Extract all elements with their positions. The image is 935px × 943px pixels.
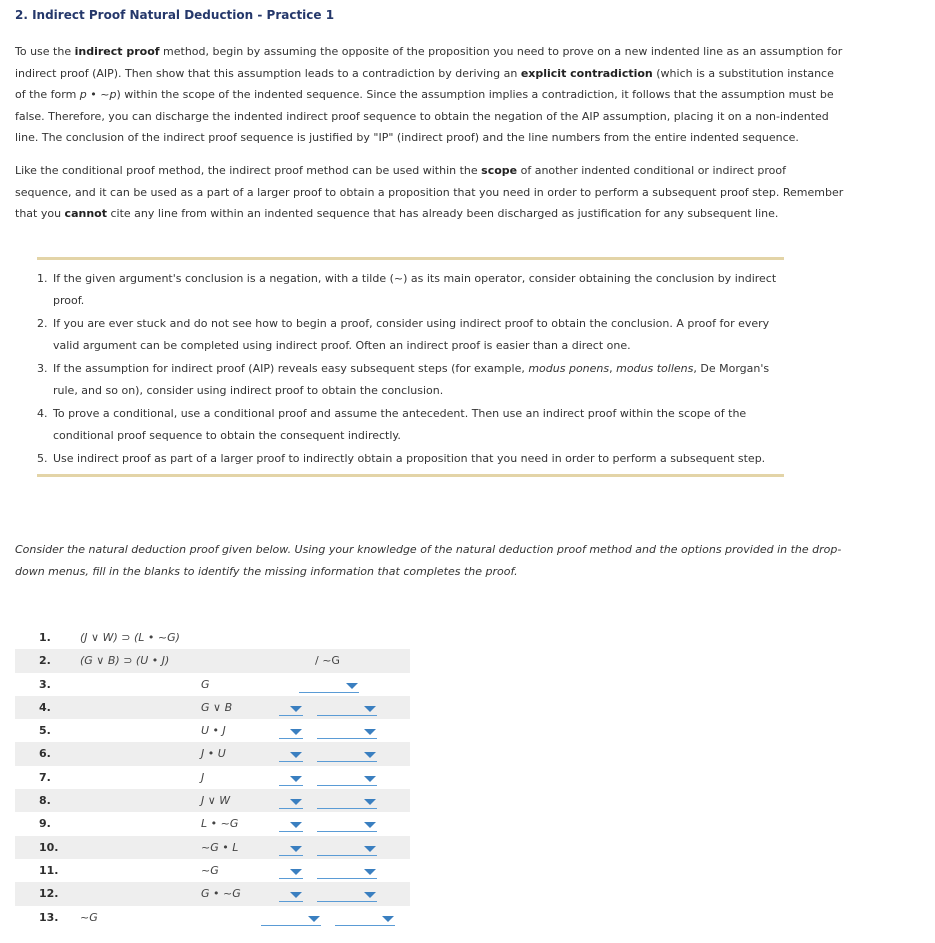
chevron-down-icon — [290, 729, 302, 735]
table-row: 4. G ∨ B — [15, 696, 410, 719]
intro-paragraph-2: Like the conditional proof method, the indirect proof method can be used within the scope of another indented conditional or indirect proof sequence, and it can be used as a part of a larger proof to obtain a proposition that you need in order to perform a subsequent proof step. Remember that you cannot cite any line from within an indented sequence that has already been discharged as justification for any subsequent line. — [15, 164, 844, 220]
chevron-down-icon — [290, 846, 302, 852]
rule-dropdown[interactable] — [335, 909, 395, 926]
chevron-down-icon — [364, 729, 376, 735]
chevron-down-icon — [308, 916, 320, 922]
chevron-down-icon — [382, 916, 394, 922]
chevron-down-icon — [364, 869, 376, 875]
rule-dropdown[interactable] — [317, 862, 377, 879]
chevron-down-icon — [364, 846, 376, 852]
chevron-down-icon — [364, 822, 376, 828]
table-row: 10. ~G • L — [15, 836, 410, 859]
line-reference-dropdown[interactable] — [279, 885, 303, 902]
conclusion: / ~G — [315, 654, 340, 668]
rule-dropdown[interactable] — [317, 722, 377, 739]
line-reference-dropdown[interactable] — [279, 839, 303, 856]
chevron-down-icon — [290, 869, 302, 875]
chevron-down-icon — [290, 752, 302, 758]
rule-dropdown[interactable] — [317, 885, 377, 902]
table-row: 1. (J ∨ W) ⊃ (L • ~G) — [39, 631, 180, 644]
rule-dropdown[interactable] — [317, 769, 377, 786]
chevron-down-icon — [364, 706, 376, 712]
instructions: Consider the natural deduction proof given below. Using your knowledge of the natural deduction proof method and the options provided in the drop-down menus, fill in the blanks to identify the missing information that completes the proof. — [15, 543, 842, 578]
page-title: 2. Indirect Proof Natural Deduction - Practice 1 — [15, 8, 335, 22]
chevron-down-icon — [290, 776, 302, 782]
tips-bottom-divider — [37, 474, 784, 477]
tips-list — [37, 268, 777, 472]
rule-dropdown[interactable] — [317, 815, 377, 832]
list-item: 2. If you are ever stuck and do not see how to begin a proof, consider using indirect proof to obtain the conclusion. A proof for every valid argument can be completed using indirect proof. Often an indirect proof is easier than a direct one. — [37, 317, 770, 352]
line-reference-dropdown[interactable] — [279, 862, 303, 879]
chevron-down-icon — [364, 776, 376, 782]
table-row: 5. U • J — [15, 719, 410, 742]
chevron-down-icon — [364, 799, 376, 805]
table-row: 8. J ∨ W — [15, 789, 410, 812]
table-row: 13. ~G — [15, 906, 410, 929]
table-row: 7. J — [15, 766, 410, 789]
table-row: 9. L • ~G — [15, 812, 410, 835]
table-row: 3. G — [15, 673, 410, 696]
list-item: 3. If the assumption for indirect proof (AIP) reveals easy subsequent steps (for example, modus ponens, modus tollens, De Morgan's rule, and so on), consider using indirect proof to obtain the conclusion. — [37, 362, 770, 397]
chevron-down-icon — [290, 892, 302, 898]
line-reference-dropdown[interactable] — [279, 699, 303, 716]
proof-table — [15, 626, 410, 929]
list-item: 5. Use indirect proof as part of a larger proof to indirectly obtain a proposition that you need in order to perform a subsequent step. — [37, 452, 766, 465]
justification-dropdown[interactable] — [299, 676, 359, 693]
rule-dropdown[interactable] — [317, 792, 377, 809]
table-row: 12. G • ~G — [15, 882, 410, 905]
chevron-down-icon — [364, 892, 376, 898]
table-row: 6. J • U — [15, 742, 410, 765]
line-reference-dropdown[interactable] — [279, 815, 303, 832]
line-reference-dropdown[interactable] — [279, 722, 303, 739]
intro-paragraph-1: To use the indirect proof method, begin by assuming the opposite of the proposition you need to prove on a new indented line as an assumption for indirect proof (AIP). Then show that this assumption leads to a contradiction by deriving an explicit contradiction (which is a substitution instance of the form p • ~p) within the scope of the indented sequence. Since the assumption implies a contradiction, it follows that the assumption must be false. Therefore, you can discharge the indented indirect proof sequence to obtain the negation of the AIP assumption, placing it on a non-indented line. The conclusion of the indirect proof sequence is justified by "IP" (indirect proof) and the line numbers from the entire indented sequence. — [15, 45, 843, 144]
rule-dropdown[interactable] — [317, 839, 377, 856]
list-item: 1. If the given argument's conclusion is a negation, with a tilde (~) as its main operator, consider obtaining the conclusion by indirect proof. — [37, 272, 777, 307]
chevron-down-icon — [346, 683, 358, 689]
table-row: 2. (G ∨ B) ⊃ (U • J) / ~G — [15, 649, 410, 672]
rule-dropdown[interactable] — [317, 745, 377, 762]
line-reference-dropdown[interactable] — [279, 792, 303, 809]
tips-top-divider — [37, 257, 784, 260]
line-reference-dropdown[interactable] — [279, 745, 303, 762]
chevron-down-icon — [364, 752, 376, 758]
chevron-down-icon — [290, 799, 302, 805]
table-row: 11. ~G — [15, 859, 410, 882]
chevron-down-icon — [290, 822, 302, 828]
line-range-dropdown[interactable] — [261, 909, 321, 926]
list-item: 4. To prove a conditional, use a conditional proof and assume the antecedent. Then use an indirect proof within the scope of the conditional proof sequence to obtain the consequent indirectly. — [37, 407, 747, 442]
rule-dropdown[interactable] — [317, 699, 377, 716]
line-reference-dropdown[interactable] — [279, 769, 303, 786]
chevron-down-icon — [290, 706, 302, 712]
